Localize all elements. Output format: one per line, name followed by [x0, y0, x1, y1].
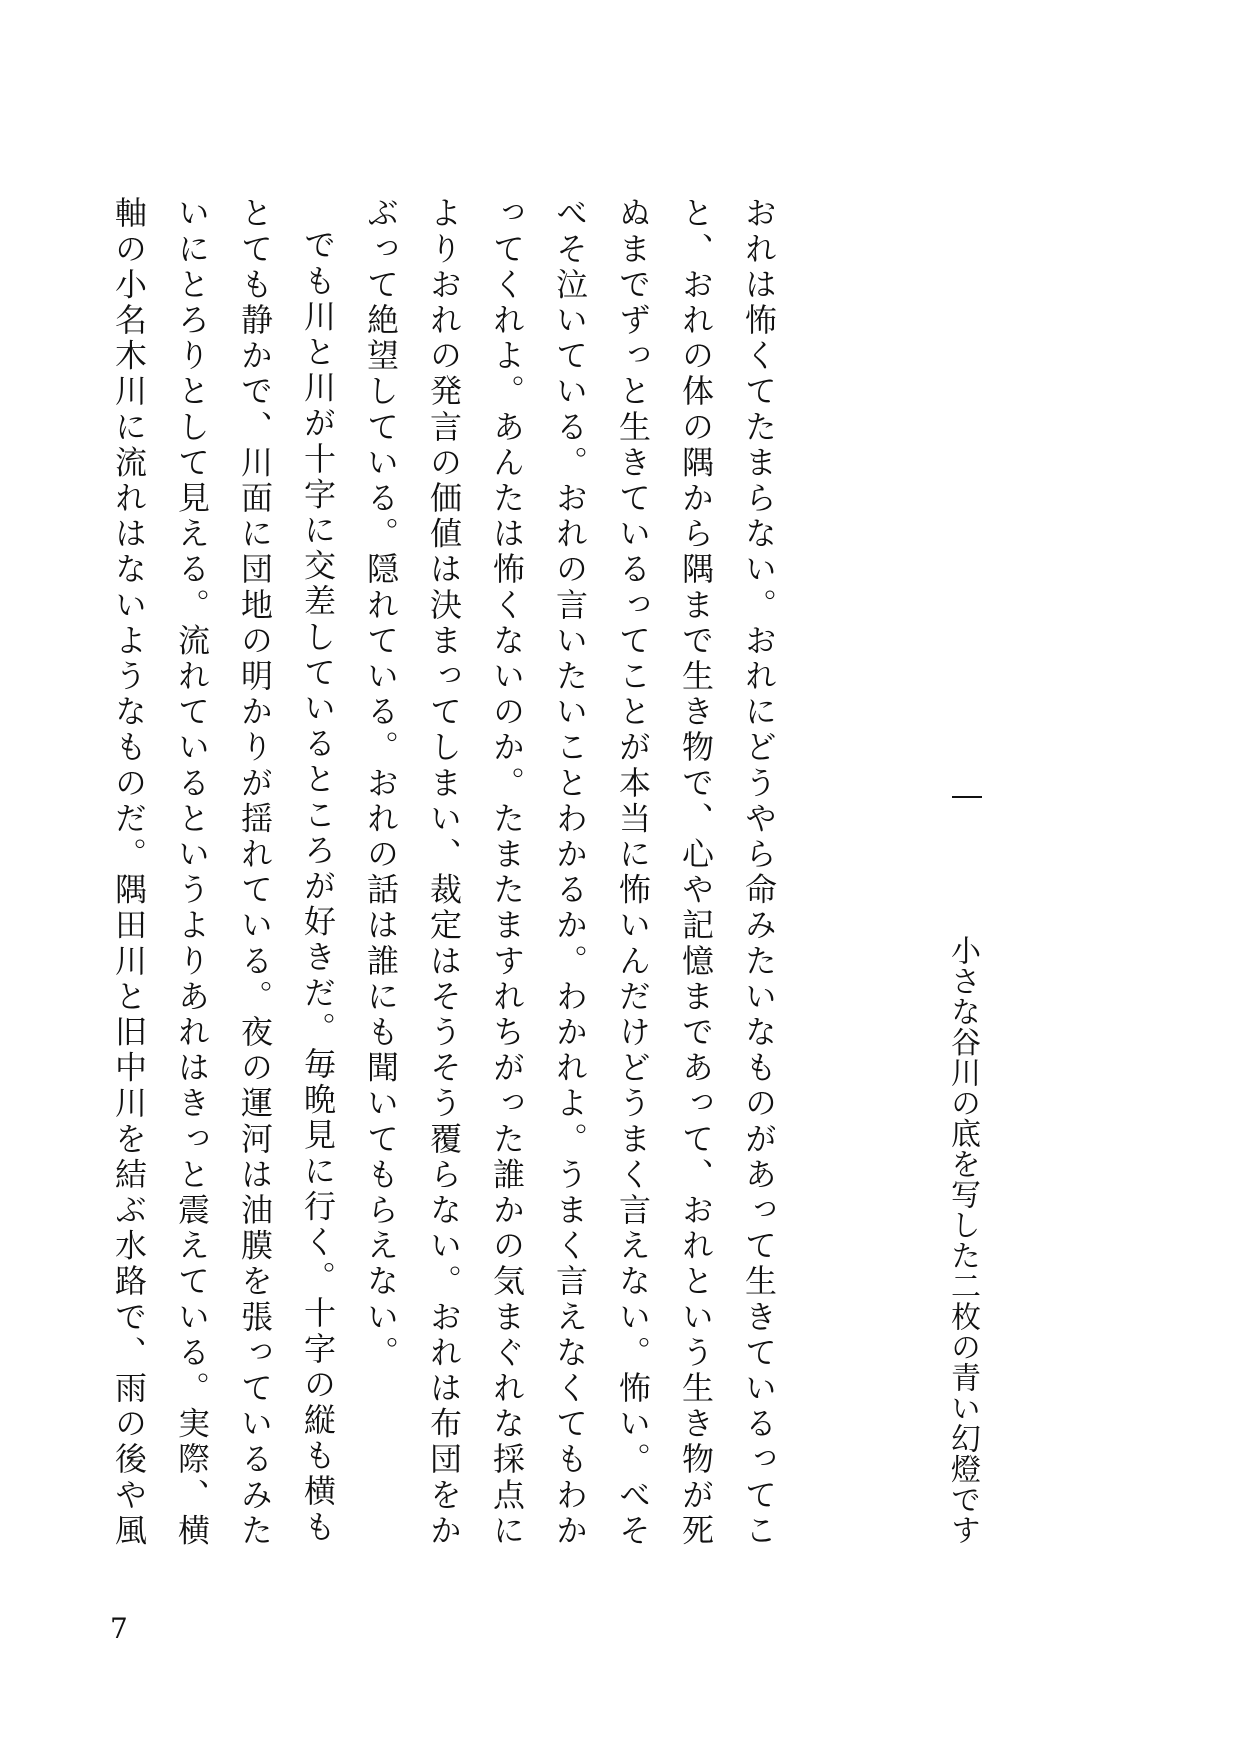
paragraph: でも川と川が十字に交差しているところが好きだ。毎晩見に行く。十字の縦も横もとても静かで、川面に団地の明かりが揺れている。夜の運河は油膜を張っているみたいにとろりとして見える。流れているというよりあれはきっと震えている。実際、横軸の小名木川に流れはないようなものだ。隅田川と旧中川を結ぶ水路で、雨の後や風 [110, 196, 337, 1549]
chapter-number-glyph [952, 796, 982, 798]
paragraph: おれは怖くてたまらない。おれにどうやら命みたいなものがあって生きているってこと、おれの体の隅から隅まで生き物で、心や記憶まであって、おれという生き物が死ぬまでずっと生きているってことが本当に怖いんだけどうまく言えない。怖い。べそべそ泣いている。おれの言いたいことわかるか。わかれよ。うまく言えなくてもわかってくれよ。あんたは怖くないのか。たまたますれちがった誰かの気まぐれな採点によりおれの発言の価値は決まってしまい、裁定はそうそう覆らない。おれは布団をかぶって絶望している。隠れている。おれの話は誰にも聞いてもらえない。 [362, 196, 778, 1549]
chapter-title: 小さな谷川の底を写した二枚の青い幻燈です [945, 935, 980, 1545]
body-text [110, 196, 790, 1576]
page-number: 7 [110, 1612, 128, 1645]
chapter-number [950, 780, 986, 816]
